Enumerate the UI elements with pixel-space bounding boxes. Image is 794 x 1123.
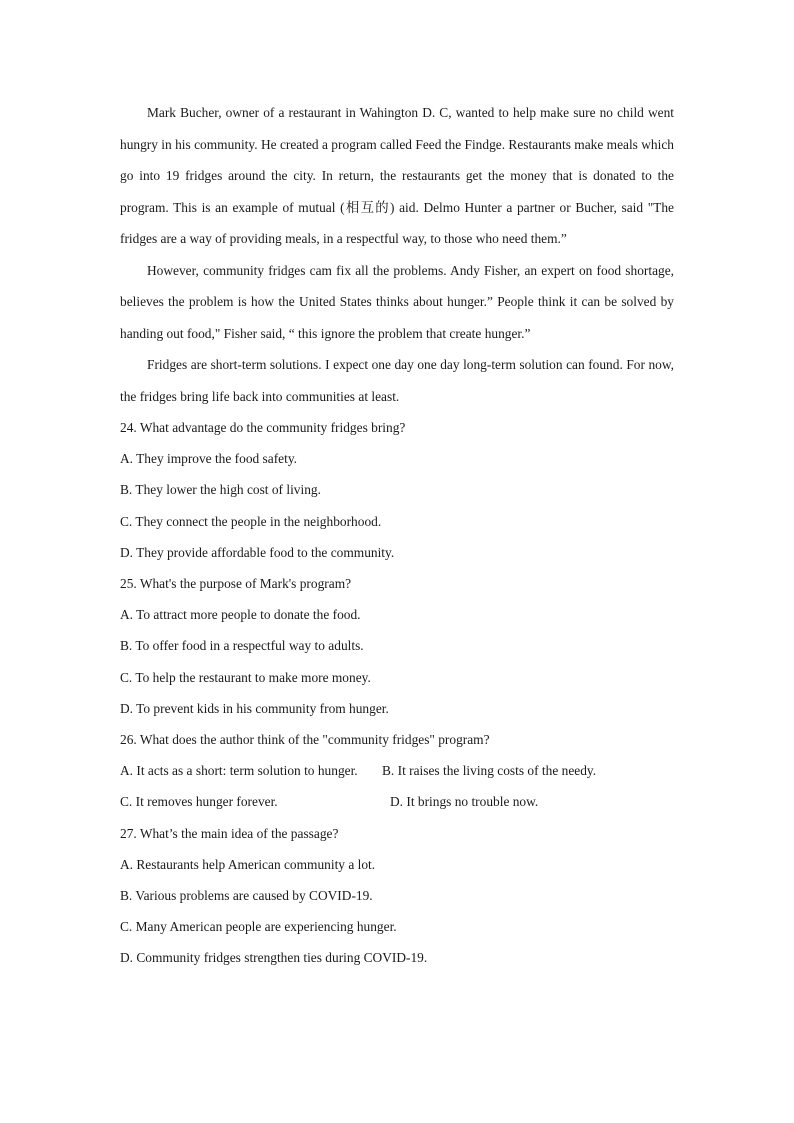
question-24-option-c: C. They connect the people in the neighborhood. [120, 513, 382, 529]
question-27-stem: 27. What’s the main idea of the passage? [120, 825, 339, 841]
question-26-option-c: C. It removes hunger forever. [120, 794, 278, 810]
question-26-option-d: D. It brings no trouble now. [390, 794, 539, 810]
document-page [120, 97, 674, 974]
question-25-option-d: D. To prevent kids in his community from hunger. [120, 700, 389, 716]
question-24-stem: 24. What advantage do the community fridges bring? [120, 420, 406, 435]
question-27-option-b: B. Various problems are caused by COVID-19. [120, 888, 373, 904]
question-24-option-d: D. They provide affordable food to the community. [120, 544, 395, 560]
question-25-option-b: B. To offer food in a respectful way to adults. [120, 638, 364, 654]
question-25-option-a: A. To attract more people to donate the food. [120, 607, 361, 623]
question-27-option-c: C. Many American people are experiencing hunger. [120, 919, 397, 935]
question-26-options-row-1 [120, 755, 674, 786]
passage-paragraph-2: However, community fridges cam fix all the problems. Andy Fisher, an expert on food shortage, believes the problem is how the United States thinks about hunger.” People think it can be solved by handing out food," Fisher said, “ this ignore the problem that create hunger.” [120, 262, 674, 341]
question-26-option-a: A. It acts as a short: term solution to hunger. [120, 763, 358, 779]
question-26-stem: 26. What does the author think of the "community fridges" program? [120, 732, 490, 748]
question-27-option-a: A. Restaurants help American community a lot. [120, 856, 376, 872]
passage-paragraph-3: Fridges are short-term solutions. I expect one day one day long-term solution can found. For now, the fridges bring life back into communities at least. [120, 357, 674, 404]
question-24-option-b: B. They lower the high cost of living. [120, 482, 321, 498]
question-26-options-row-2 [120, 786, 674, 817]
passage-paragraph-1: Mark Bucher, owner of a restaurant in Wahington D. C, wanted to help make sure no child went hungry in his community. He created a program called Feed the Findge. Restaurants make meals which go into 19 fridges around the city. In return, the restaurants get the money that is donated to the program. This is an example of mutual (相互的) aid. Delmo Hunter a partner or Bucher, said "The fridges are a way of providing meals, in a respectful way, to those who need them.” [120, 105, 674, 246]
question-25-option-c: C. To help the restaurant to make more money. [120, 669, 371, 685]
question-25-stem: 25. What's the purpose of Mark's program? [120, 576, 352, 592]
question-26-option-b: B. It raises the living costs of the needy. [382, 763, 597, 779]
question-27-option-d: D. Community fridges strengthen ties during COVID-19. [120, 950, 428, 966]
question-24-option-a: A. They improve the food safety. [120, 451, 298, 467]
